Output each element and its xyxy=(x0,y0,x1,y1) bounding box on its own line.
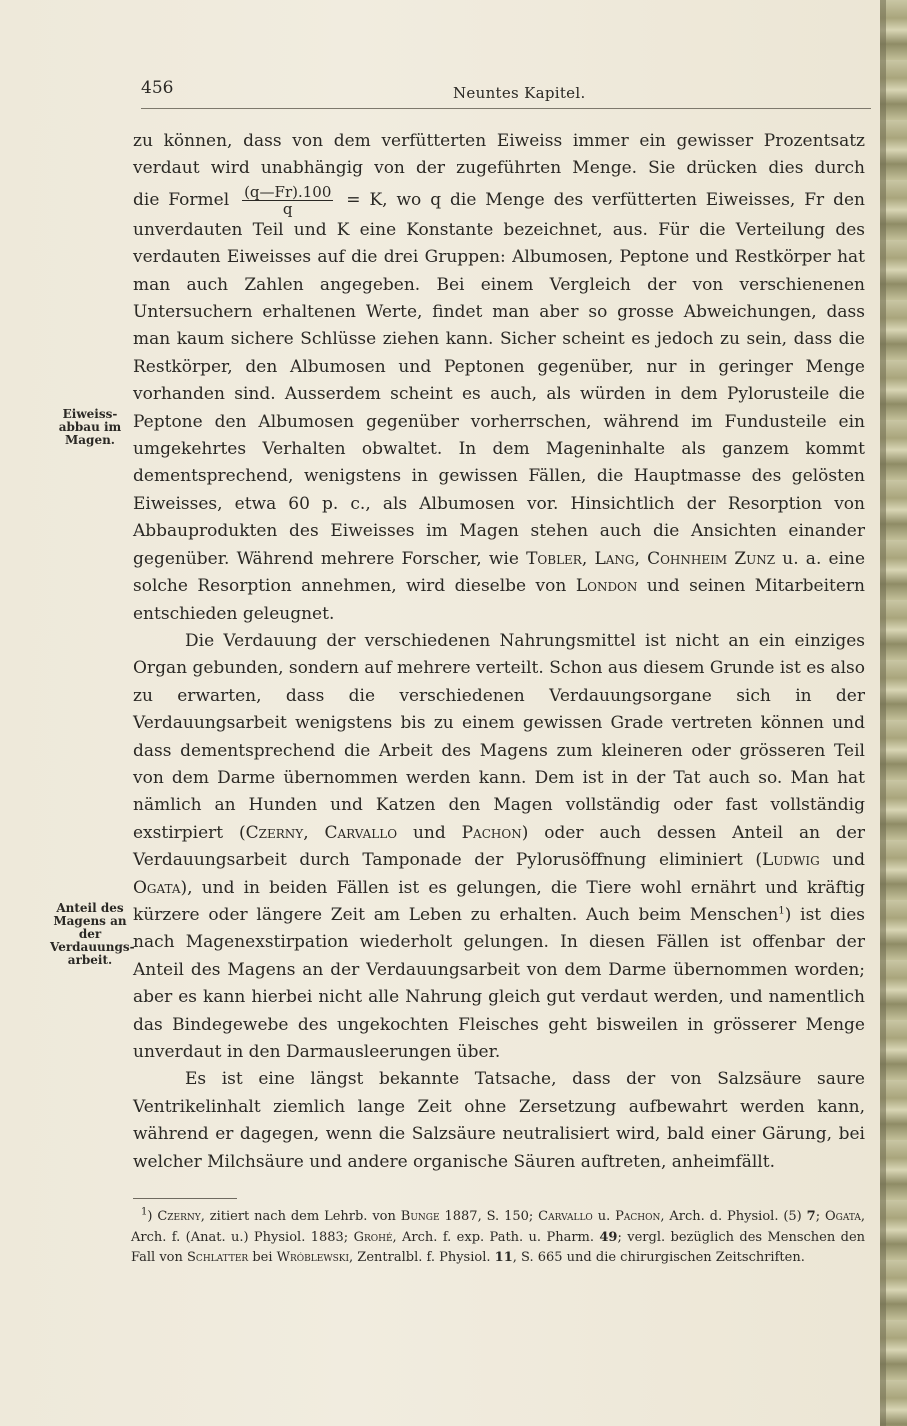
formula-numerator: (q—Fr).100 xyxy=(244,182,332,201)
paragraph-2-a: Die Verdauung der verschiedenen Nahrungsmittel ist nicht an ein einziges Organ gebunden, sondern auf mehrere verteilt. Schon aus diesem Grunde ist es also zu erwarten, dass die verschiedenen Verdauungsorgane sich in der Verdauungsarbeit wenigstens bis zu einem gewissen Grade vertreten können und dass dementsprechend die Arbeit des Magens zum kleineren oder grösseren Teil von dem Darme übernommen werden kann. Dem ist in der Tat auch so. Man hat nämlich an Hunden und Katzen den Magen vollständig oder fast vollständig exstirpiert ( xyxy=(133,630,865,843)
fn-text-4: , Arch. d. Physiol. (5) xyxy=(660,1209,802,1224)
fn-schlatter: Schlatter xyxy=(187,1250,249,1265)
formula-intro: die Formel xyxy=(133,189,230,210)
fn-text-5: ; xyxy=(815,1209,821,1224)
book-edge xyxy=(880,0,907,1426)
footnote-rule xyxy=(133,1198,237,1199)
fn-text-1: , zitiert nach dem Lehrb. von xyxy=(200,1209,396,1224)
fn-ogata: Ogata xyxy=(825,1209,861,1224)
author-lang: Lang xyxy=(594,548,635,569)
fn-volume-1: 7 xyxy=(806,1209,816,1224)
fn-grohe: Grohé xyxy=(353,1229,393,1245)
body-text xyxy=(133,128,865,1176)
paragraph-2-b: ) oder auch dessen Anteil an der Verdauungsarbeit durch Tamponade der Pylorusöffnung eliminiert ( xyxy=(133,822,866,871)
author-ludwig: Ludwig xyxy=(762,850,820,871)
formula-denominator: q xyxy=(282,199,293,218)
running-head: Neuntes Kapitel. xyxy=(453,84,586,102)
paragraph-2: Die Verdauung der verschiedenen Nahrungsmittel ist nicht an ein einziges Organ gebunden, sondern auf mehrere verteilt. Schon aus diesem Grunde ist es also zu erwarten, dass die verschiedenen Verdauungsorgane sich in der Verdauungsarbeit wenigstens bis zu einem gewissen Grade vertreten können und dass dementsprechend die Arbeit des Magens zum kleineren oder grösseren Teil von dem Darme übernommen werden kann. Dem ist in der Tat auch so. Man hat nämlich an Hunden und Katzen den Magen vollständig oder fast vollständig exstirpiert (Czerny, Carvallo und Pachon) oder auch dessen Anteil an der Verdauungsarbeit durch Tamponade der Pylorusöffnung eliminiert (Ludwig und Ogata), und in beiden Fällen ist es gelungen, die Tiere wohl ernährt und kräftig kürzere oder längere Zeit am Leben zu erhalten. Auch beim Menschen$^1$) ist dies nach Magenexstirpation wiederholt gelungen. In diesen Fällen ist offenbar der Anteil des Magens an der Verdauungsarbeit von dem Darme übernommen worden; aber es kann hierbei nicht alle Nahrung gleich gut verdaut werden, und namentlich das Bindegewebe des ungekochten Fleisches geht bisweilen in grösserer Menge unverdaut in den Darmausleerungen über. xyxy=(133,630,866,1062)
formula-continuation: wo q die Menge des verfütterten Eiweisses, Fr xyxy=(396,189,825,210)
paragraph-1: zu können, dass von dem verfütterten Eiweiss immer ein gewisser Prozentsatz verdaut wird unabhängig von der zugeführten Menge. Sie drücken dies durch die Formel $\frac{(q—Fr).100}{q}$ = K, wo q die Menge des verfütterten Eiweisses, Fr den unverdauten Teil und K eine Konstante bezeichnet, aus. Für die Verteilung des verdauten Eiweisses auf die drei Gruppen: Albumosen, Peptone und Restkörper hat man auch Zahlen angegeben. Bei einem Vergleich der von verschienenen Untersuchern erhaltenen Werte, findet man aber so grosse Abweichungen, dass man kaum sichere Schlüsse ziehen kann. Sicher scheint es jedoch zu sein, dass die Restkörper, den Albumosen und Peptonen gegenüber, nur in geringer Menge vorhanden sind. Ausserdem scheint es auch, als würden in dem Pylorusteile die Peptone den Albumosen gegenüber vorherrschen, während im Fundusteile ein umgekehrtes Verhalten obwaltet. In dem Mageninhalte als ganzem kommt dementsprechend, wenigstens in gewissen Fällen, die Hauptmasse des gelösten Eiweisses, etwa 60 p. c., als Albumosen vor. Hinsichtlich der Resorption von Abbauprodukten des Eiweisses im Magen stehen auch die Ansichten einander gegenüber. Während mehrere Forscher, wie Tobler, Lang, Cohnheim Zunz u. a. eine solche Resorption annehmen, wird dieselbe von London und seinen Mitarbeitern entschieden geleugnet. xyxy=(133,131,866,624)
fn-wroblewski: Wróblewski xyxy=(276,1250,350,1265)
paragraph-2-und-2: und xyxy=(832,850,865,871)
paragraph-1-mid: u. a. eine solche Resorption annehmen, wird dieselbe von xyxy=(133,548,866,597)
fn-text-9: bei xyxy=(252,1250,273,1265)
paragraph-2-d: ) ist dies nach Magenexstirpation wiederholt gelungen. In diesen Fällen ist offenbar der Anteil des Magens an der Verdauungsarbeit von dem Darme übernommen worden; aber es kann hierbei nicht alle Nahrung gleich gut verdaut werden, und namentlich das Bindegewebe des ungekochten Fleisches geht bisweilen in grösserer Menge unverdaut in den Darmausleerungen über. xyxy=(133,904,865,1062)
fn-text-11: , S. 665 und die chirurgischen Zeitschriften. xyxy=(512,1250,805,1265)
margin-note-anteil: Anteil des Magens an der Verdauungs-arbeit. xyxy=(50,901,135,967)
fn-text-10: , Zentralbl. f. Physiol. xyxy=(349,1250,491,1265)
paragraph-1-body: den unverdauten Teil und K eine Konstante bezeichnet, aus. Für die Verteilung des verdauten Eiweisses auf die drei Gruppen: Albumosen, Peptone und Restkörper hat man auch Zahlen angegeben. Bei einem Vergleich der von verschienenen Untersuchern erhaltenen Werte, findet man aber so grosse Abweichungen, dass man kaum sichere Schlüsse ziehen kann. Sicher scheint es jedoch zu sein, dass die Restkörper, den Albumosen und Peptonen gegenüber, nur in geringer Menge vorhanden sind. Ausserdem scheint es auch, als würden in dem Pylorusteile die Peptone den Albumosen gegenüber vorherrschen, während im Fundusteile ein umgekehrtes Verhalten obwaltet. In dem Mageninhalte als ganzem kommt dementsprechend, wenigstens in gewissen Fällen, die Hauptmasse des gelösten Eiweisses, etwa 60 p. c., als Albumosen vor. Hinsichtlich der Resorption von Abbauprodukten des Eiweisses im Magen stehen auch die Ansichten einander gegenüber. Während mehrere Forscher, wie xyxy=(133,189,866,569)
margin-note-eiweissabbau: Eiweiss-abbau im Magen. xyxy=(58,407,122,447)
paragraph-2-und-1: und xyxy=(412,822,446,843)
formula-result: = K, xyxy=(346,189,388,210)
footnote-1: $^1$) Czerny, zitiert nach dem Lehrb. von Bunge 1887, S. 150; Carvallo u. Pachon, Arch. d. Physiol. (5) 7; Ogata, Arch. f. (Anat. u.) Physiol. 1883; Grohé, Arch. f. exp. Path. u. Pharm. 49; vergl. bezüglich des Menschen den Fall von Schlatter bei Wróblewski, Zentralbl. f. Physiol. 11, S. 665 und die chirurgischen Zeitschriften. xyxy=(131,1206,866,1265)
paragraph-1-end: und seinen Mitarbeitern entschieden geleugnet. xyxy=(133,576,865,624)
footnote-reference[interactable]: 1 xyxy=(778,905,785,917)
fn-text-3: u. xyxy=(597,1209,611,1224)
footnotes xyxy=(131,1207,865,1269)
formula-line xyxy=(133,182,833,218)
fn-text-8: ; vergl. bezüglich des Menschen den Fall von xyxy=(131,1229,866,1265)
author-cohnheim: Cohnheim xyxy=(647,548,728,569)
author-pachon: Pachon xyxy=(461,822,522,843)
paragraph-3: Es ist eine längst bekannte Tatsache, dass der von Salzsäure saure Ventrikelinhalt ziemlich lange Zeit ohne Zersetzung aufbewahrt werden kann, während er dagegen, wenn die Salzsäure neutralisiert wird, bald einer Gärung, bei welcher Milchsäure und andere organische Säuren auftreten, anheimfällt. xyxy=(133,1069,865,1172)
author-tobler: Tobler xyxy=(526,548,582,569)
fn-volume-3: 11 xyxy=(494,1250,513,1265)
fn-text-7: , Arch. f. exp. Path. u. Pharm. xyxy=(392,1229,594,1245)
fn-carvallo: Carvallo xyxy=(538,1209,593,1224)
fn-volume-2: 49 xyxy=(599,1229,618,1245)
fn-czerny: Czerny xyxy=(157,1209,201,1224)
author-zunz: Zunz xyxy=(734,548,776,569)
fn-text-6: , Arch. f. (Anat. u.) Physiol. 1883; xyxy=(131,1209,866,1245)
footnote-marker: 1 xyxy=(141,1206,148,1218)
author-ogata: Ogata xyxy=(133,877,181,898)
fn-pachon: Pachon xyxy=(615,1209,661,1224)
page-header xyxy=(141,72,871,109)
author-london: London xyxy=(575,576,638,597)
paragraph-2-c: ), und in beiden Fällen ist es gelungen, die Tiere wohl ernährt und kräftig kürzere oder längere Zeit am Leben zu erhalten. Auch beim Menschen xyxy=(133,877,865,925)
fn-bunge: Bunge xyxy=(400,1209,440,1224)
page-number: 456 xyxy=(141,78,174,98)
author-czerny: Czerny xyxy=(245,822,304,843)
paragraph-1-pre: zu können, dass von dem verfütterten Eiweiss immer ein gewisser Prozentsatz verdaut wird unabhängig von der zugeführten Menge. Sie drücken dies durch xyxy=(133,131,865,179)
formula-fraction xyxy=(242,184,333,217)
fn-text-2: 1887, S. 150; xyxy=(444,1209,534,1224)
author-carvallo: Carvallo xyxy=(324,822,398,843)
